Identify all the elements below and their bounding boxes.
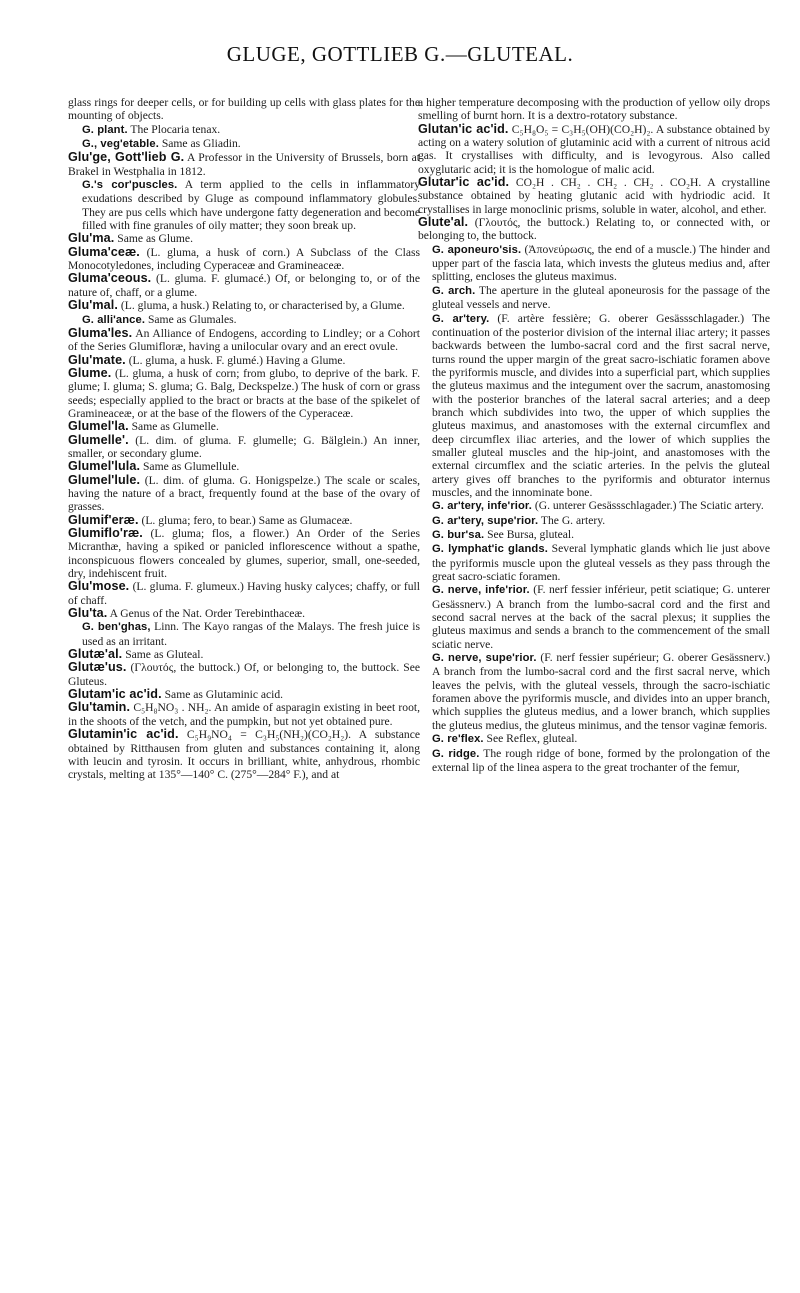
dictionary-entry (68, 580, 420, 607)
dictionary-entry (68, 648, 420, 661)
entry-definition: See Reflex, gluteal. (486, 732, 578, 746)
dictionary-entry (418, 312, 770, 500)
entry-headword: Glu'tamin. (68, 700, 131, 715)
dictionary-entry (68, 728, 420, 781)
entry-headword: G. plant. (82, 123, 128, 136)
entry-definition: Same as Gluteal. (125, 648, 204, 662)
entry-headword: Glumiflo'ræ. (68, 526, 143, 540)
dictionary-entry (68, 299, 420, 312)
entry-headword: Glu'ge, Gott'lieb G. (68, 150, 185, 165)
entry-definition: A term applied to the cells in inflammatory exudations described by Gluge as compound inflammatory globules. They are pus cells which have undergone fatty degeneration and become filled with fine granules of oily matter; they soon break up. (82, 178, 420, 233)
dictionary-entry (68, 327, 420, 354)
dictionary-entry (68, 178, 420, 232)
entry-definition: (L. gluma. F. glumeux.) Having husky calyces; chaffy, or full of chaff. (68, 580, 420, 607)
entry-headword: G. aponeuro'sis. (432, 243, 522, 256)
dictionary-entry (418, 176, 770, 216)
entry-headword: Gluma'ceæ. (68, 244, 140, 259)
dictionary-entry (68, 246, 420, 273)
entry-definition: (L. gluma, a husk of corn; from glubo, to deprive of the bark. F. glume; I. gluma; S. gluma; G. Balg, Deckspelze.) The husk of corn or grass seeds; especially applied to the bract or bracts at the base of the spikelet of Gramineaceæ, or at the base of the flowers of the Cyperaceæ. (68, 366, 420, 420)
entry-headword: Glutæ'us. (68, 660, 127, 675)
entry-headword: Glutam'ic ac'id. (68, 687, 162, 702)
right-column (418, 96, 770, 774)
entry-definition: glass rings for deeper cells, or for building up cells with glass plates for the mounting of objects. (68, 96, 420, 123)
entry-headword: Glutamin'ic ac'id. (68, 727, 179, 742)
entry-definition: a higher temperature decomposing with the production of yellow oily drops smelling of burnt horn. It is a dextro-rotatory substance. (418, 96, 770, 123)
entry-definition: (L. gluma, a husk.) Relating to, or characterised by, a Glume. (120, 299, 405, 313)
entry-headword: Glumel'lule. (68, 472, 141, 487)
entry-definition: Same as Glutaminic acid. (164, 688, 284, 702)
entry-definition: C₅H₈O₅ = C₃H₅(OH)(CO₂H)₂. A substance obtained by acting on a watery solution of glutaminic acid with a current of nitrous acid gas. It crystallises with difficulty, and is levogyrous. Also called oxyglutaric acid; it is the homologue of malic acid. (418, 122, 770, 176)
dictionary-entry (68, 661, 420, 688)
entry-headword: G. re'flex. (432, 733, 484, 746)
dictionary-entry (418, 514, 770, 528)
entry-definition: (G. unterer Gesässschlagader.) The Sciatic artery. (534, 499, 764, 513)
dictionary-entry (68, 232, 420, 245)
dictionary-entry (68, 123, 420, 137)
dictionary-entry (68, 313, 420, 327)
entry-headword: Glumel'la. (68, 419, 129, 434)
entry-headword: G. ar'tery. (432, 312, 490, 325)
entry-definition: (L. gluma, a husk of corn.) A Subclass of the Class Monocotyledones, including Cyperaceæ and Gramineaceæ. (68, 245, 420, 273)
dictionary-entry (68, 527, 420, 580)
dictionary-entry (418, 747, 770, 775)
entry-definition: Linn. The Kayo rangas of the Malays. The fresh juice is used as an irritant. (82, 620, 420, 648)
entry-definition: (L. gluma. F. glumacé.) Of, or belonging to, or of the nature of, chaff, or a glume. (68, 272, 420, 299)
entry-definition: An Alliance of Endogens, according to Lindley; or a Cohort of the Series Glumifloræ, having a unilocular ovary and an erect ovule. (68, 326, 420, 354)
entry-definition: Several lymphatic glands which lie just above the pyriformis muscle upon the gluteal vessels as they pass through the great sacro-sciatic foramen. (432, 542, 770, 584)
entry-definition: Same as Glume. (117, 232, 193, 246)
entry-definition: (F. nerf fessier supérieur; G. oberer Gesässnerv.) A branch from the lumbo-sacral cord and the first sacral nerve, which leaves the pelvis, with the gluteal vessels, through the sacro-ischiatic foramen above the pyriformis muscle, and divides into an upper branch, which supplies the gluteus medius, and a lower branch, which supplies the gluteus medius, the gluteus minimus, and the tensor vaginæ femoris. (432, 651, 770, 732)
dictionary-entry (68, 420, 420, 433)
dictionary-entry (68, 688, 420, 701)
entry-definition: The Plocaria tenax. (130, 122, 221, 136)
entry-headword: Glu'mose. (68, 579, 130, 594)
entry-headword: G. nerve, infe'rior. (432, 584, 530, 597)
entry-headword: G. bur'sa. (432, 529, 485, 541)
entry-headword: G. nerve, supe'rior. (432, 652, 537, 665)
entry-definition: (L. gluma; fero, to bear.) Same as Glumaceæ. (141, 513, 353, 527)
dictionary-entry (68, 607, 420, 620)
entry-headword: Glumelle'. (68, 432, 129, 447)
dictionary-entry (418, 732, 770, 746)
entry-definition: The rough ridge of bone, formed by the prolongation of the external lip of the linea aspera to the great trochanter of the femur, (432, 746, 771, 774)
entry-definition: (L. dim. of gluma. F. glumelle; G. Bälglein.) An inner, smaller, or secondary glume. (68, 433, 420, 460)
entry-definition: (Ἀπονεύρωσις, the end of a muscle.) The hinder and upper part of the fascia lata, which invests the gluteus medius and, after splitting, encloses the gluteus maximus. (432, 242, 770, 284)
entry-headword: Gluma'ceous. (68, 271, 152, 286)
entry-definition: The G. artery. (540, 513, 606, 527)
dictionary-entry (68, 151, 420, 178)
entry-headword: Glu'mal. (68, 298, 118, 313)
entry-definition: C₅H₉NO₄ = C₃H₅(NH₂)(CO₂H₂). A substance obtained by Ritthausen from gluten and substances containing it, along with leucin and tyrosin. It occurs in brilliant, white, anhydrous, rhombic crystals, melting at 135°—140° C. (275°—284° F.), and at (68, 728, 420, 782)
entry-headword: G. alli'ance. (82, 313, 146, 326)
entry-definition: A Professor in the University of Brussels, born at Brakel in Westphalia in 1812. (68, 151, 420, 178)
entry-headword: Glutæ'al. (68, 647, 123, 662)
entry-headword: G. ar'tery, supe'rior. (432, 514, 539, 527)
entry-headword: Glutan'ic ac'id. (418, 121, 509, 136)
entry-definition: The aperture in the gluteal aponeurosis for the passage of the gluteal vessels and nerve. (432, 283, 770, 312)
entry-headword: G. ridge. (432, 747, 480, 760)
entry-definition: Same as Glumales. (147, 312, 237, 326)
dictionary-entry (418, 96, 770, 123)
entry-definition: Same as Glumelle. (131, 420, 219, 434)
entry-headword: G. ar'tery, infe'rior. (432, 500, 532, 513)
dictionary-entry (418, 651, 770, 732)
dictionary-entry (68, 354, 420, 367)
entry-headword: Glu'mate. (68, 352, 126, 367)
entry-headword: G. lymphat'ic glands. (432, 543, 548, 556)
dictionary-entry (68, 474, 420, 514)
dictionary-entry (68, 514, 420, 527)
entry-headword: Glute'al. (418, 215, 469, 230)
entry-headword: G. ben'ghas, (82, 621, 151, 634)
entry-headword: G. arch. (432, 284, 476, 297)
entry-headword: Glu'ta. (68, 606, 108, 621)
entry-headword: G., veg'etable. (82, 138, 159, 151)
entry-headword: Glumel'lula. (68, 459, 141, 474)
entry-definition: (L. gluma; flos, a flower.) An Order of the Series Micranthæ, having a spiked or panicled inflorescence without a spathe, inconspicuous flowers concealed by glumes, superior, small, one-seeded, dry, indehiscent fruit. (68, 527, 420, 581)
dictionary-entry (68, 96, 420, 123)
dictionary-entry (68, 272, 420, 299)
entry-definition: (Γλουτός, the buttock.) Relating to, or connected with, or belonging to, the buttock. (418, 216, 770, 243)
dictionary-entry (68, 434, 420, 461)
dictionary-entry (418, 216, 770, 243)
dictionary-entry (68, 460, 420, 473)
entry-definition: (F. artère fessière; G. oberer Gesässschlagader.) The continuation of the posterior division of the internal iliac artery; it passes backwards between the lumbo-sacral cord and the first sacral nerve, turns round the upper margin of the great sacro-ischiatic foramen above the pyriformis muscle, and divides into a superficial part, which supplies the gluteus maximus and the integument over the sacrum, anastomosing with the posterior branches of the lateral sacral arteries; and a deep branch which subdivides into two, the upper of which supplies the gluteus maximus, and anastomoses with the external circumflex and deep circumflex iliac arteries, and the lower of which supplies the smaller gluteal muscles and the hip-joint, and anastomoses with the external circumflex and the sciatic arteries. In the pelvis the gluteal artery gives off branches to the pyriformis and obturator internus muscles, and the innominate bone. (432, 311, 770, 499)
entry-definition: C₅H₈NO₃ . NH₂. An amide of asparagin existing in beet root, in the shoots of the vetch, and the pumpkin, but not yet obtained pure. (68, 701, 420, 728)
entry-definition: See Bursa, gluteal. (487, 528, 574, 541)
entry-definition: CO₂H . CH₂ . CH₂ . CH₂ . CO₂H. A crystalline substance obtained by heating glutanic acid with hydriodic acid. It crystallises in large monoclinic prisms, soluble in water, alcohol, and ether. (418, 176, 770, 216)
dictionary-entry (418, 542, 770, 583)
dictionary-entry (418, 123, 770, 176)
entry-headword: Glume. (68, 365, 112, 380)
dictionary-entry (418, 528, 770, 542)
dictionary-entry (68, 701, 420, 728)
dictionary-entry (418, 499, 770, 513)
entry-headword: G.'s cor'puscles. (82, 179, 178, 192)
dictionary-entry (68, 137, 420, 151)
left-column (68, 96, 420, 782)
entry-definition: (L. dim. of gluma. G. Honigspelze.) The scale or scales, having the nature of a bract, frequently found at the base of the ovary of grasses. (68, 473, 420, 514)
dictionary-entry (418, 243, 770, 284)
entry-definition: Same as Glumellule. (142, 460, 240, 474)
entry-headword: Glu'ma. (68, 231, 115, 246)
entry-headword: Glumif'eræ. (68, 512, 139, 527)
entry-definition: (Γλουτός, the buttock.) Of, or belonging to, the buttock. See Gluteus. (68, 661, 421, 688)
entry-definition: A Genus of the Nat. Order Terebinthaceæ. (109, 607, 306, 621)
dictionary-entry (418, 284, 770, 312)
entry-definition: Same as Gliadin. (161, 137, 241, 151)
entry-headword: Glutar'ic ac'id. (418, 175, 510, 190)
dictionary-entry (68, 367, 420, 420)
entry-definition: (F. nerf fessier inférieur, petit sciatique; G. unterer Gesässnerv.) A branch from the lumbo-sacral cord and the first and second sacral nerves at the back of the sacral plexus; it supplies the gluteus maximus and sends a branch to the commencement of the small sciatic nerve. (432, 583, 770, 651)
entry-headword: Gluma'les. (68, 325, 133, 340)
dictionary-entry (68, 620, 420, 648)
entry-definition: (L. gluma, a husk. F. glumé.) Having a Glume. (128, 353, 346, 367)
dictionary-entry (418, 583, 770, 651)
page-header: GLUGE, GOTTLIEB G.—GLUTEAL. (226, 42, 574, 66)
